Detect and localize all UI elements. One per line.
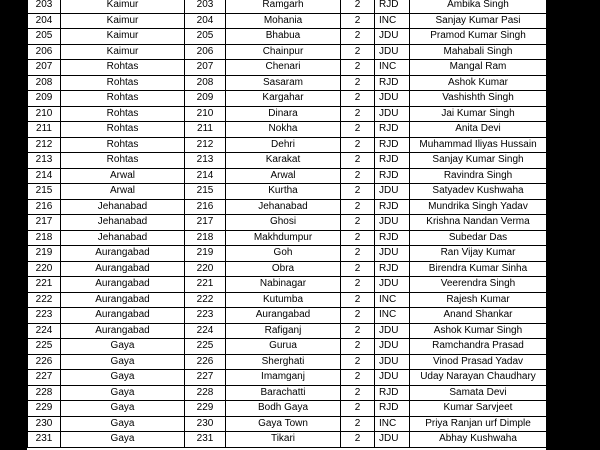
serial-number-cell: 203: [28, 0, 61, 13]
constituency-number-cell: 214: [185, 168, 226, 184]
table-row: [28, 277, 547, 293]
constituency-cell: Sasaram: [226, 75, 341, 91]
party-cell: JDU: [375, 354, 410, 370]
constituency-number-cell: 205: [185, 29, 226, 45]
phase-cell: 2: [341, 292, 375, 308]
candidate-cell: Rajesh Kumar: [410, 292, 547, 308]
constituency-cell: Gurua: [226, 339, 341, 355]
serial-number-cell: 225: [28, 339, 61, 355]
phase-cell: 2: [341, 168, 375, 184]
phase-cell: 2: [341, 401, 375, 417]
phase-cell: 2: [341, 308, 375, 324]
table-row: [28, 184, 547, 200]
party-cell: RJD: [375, 168, 410, 184]
candidate-cell: Anita Devi: [410, 122, 547, 138]
district-cell: Gaya: [61, 416, 185, 432]
phase-cell: 2: [341, 13, 375, 29]
serial-number-cell: 231: [28, 432, 61, 448]
party-cell: RJD: [375, 0, 410, 13]
party-cell: JDU: [375, 277, 410, 293]
constituency-number-cell: 223: [185, 308, 226, 324]
serial-number-cell: 210: [28, 106, 61, 122]
constituency-number-cell: 212: [185, 137, 226, 153]
table-row: [28, 261, 547, 277]
district-cell: Aurangabad: [61, 323, 185, 339]
constituency-number-cell: 218: [185, 230, 226, 246]
party-cell: JDU: [375, 432, 410, 448]
results-table-frame: [27, 0, 546, 450]
table-row: [28, 29, 547, 45]
party-cell: RJD: [375, 261, 410, 277]
phase-cell: 2: [341, 91, 375, 107]
constituency-cell: Bhabua: [226, 29, 341, 45]
phase-cell: 2: [341, 354, 375, 370]
party-cell: JDU: [375, 323, 410, 339]
constituency-cell: Gaya Town: [226, 416, 341, 432]
phase-cell: 2: [341, 153, 375, 169]
constituency-number-cell: 222: [185, 292, 226, 308]
table-row: [28, 246, 547, 262]
serial-number-cell: 222: [28, 292, 61, 308]
party-cell: RJD: [375, 122, 410, 138]
constituency-cell: Kutumba: [226, 292, 341, 308]
phase-cell: 2: [341, 277, 375, 293]
constituency-number-cell: 203: [185, 0, 226, 13]
serial-number-cell: 214: [28, 168, 61, 184]
serial-number-cell: 204: [28, 13, 61, 29]
constituency-cell: Chainpur: [226, 44, 341, 60]
table-row: [28, 370, 547, 386]
district-cell: Aurangabad: [61, 292, 185, 308]
serial-number-cell: 224: [28, 323, 61, 339]
candidate-cell: Ashok Kumar: [410, 75, 547, 91]
district-cell: Gaya: [61, 432, 185, 448]
constituency-cell: Dinara: [226, 106, 341, 122]
results-table: [27, 0, 546, 448]
table-row: [28, 230, 547, 246]
district-cell: Rohtas: [61, 153, 185, 169]
constituency-number-cell: 229: [185, 401, 226, 417]
party-cell: JDU: [375, 184, 410, 200]
constituency-cell: Tikari: [226, 432, 341, 448]
party-cell: RJD: [375, 137, 410, 153]
phase-cell: 2: [341, 44, 375, 60]
candidate-cell: Vinod Prasad Yadav: [410, 354, 547, 370]
constituency-cell: Karakat: [226, 153, 341, 169]
candidate-cell: Vashishth Singh: [410, 91, 547, 107]
district-cell: Kaimur: [61, 13, 185, 29]
phase-cell: 2: [341, 370, 375, 386]
phase-cell: 2: [341, 230, 375, 246]
serial-number-cell: 208: [28, 75, 61, 91]
constituency-number-cell: 225: [185, 339, 226, 355]
constituency-cell: Nabinagar: [226, 277, 341, 293]
phase-cell: 2: [341, 385, 375, 401]
party-cell: RJD: [375, 75, 410, 91]
constituency-number-cell: 206: [185, 44, 226, 60]
candidate-cell: Krishna Nandan Verma: [410, 215, 547, 231]
table-row: [28, 122, 547, 138]
district-cell: Aurangabad: [61, 246, 185, 262]
district-cell: Kaimur: [61, 44, 185, 60]
constituency-number-cell: 215: [185, 184, 226, 200]
serial-number-cell: 221: [28, 277, 61, 293]
district-cell: Gaya: [61, 354, 185, 370]
district-cell: Rohtas: [61, 75, 185, 91]
candidate-cell: Mangal Ram: [410, 60, 547, 76]
constituency-cell: Sherghati: [226, 354, 341, 370]
constituency-cell: Obra: [226, 261, 341, 277]
phase-cell: 2: [341, 106, 375, 122]
district-cell: Gaya: [61, 370, 185, 386]
table-row: [28, 60, 547, 76]
constituency-cell: Mohania: [226, 13, 341, 29]
candidate-cell: Jai Kumar Singh: [410, 106, 547, 122]
serial-number-cell: 207: [28, 60, 61, 76]
constituency-cell: Imamganj: [226, 370, 341, 386]
party-cell: INC: [375, 60, 410, 76]
serial-number-cell: 219: [28, 246, 61, 262]
district-cell: Jehanabad: [61, 199, 185, 215]
candidate-cell: Anand Shankar: [410, 308, 547, 324]
district-cell: Arwal: [61, 184, 185, 200]
results-table-body: [28, 0, 547, 447]
table-row: [28, 385, 547, 401]
district-cell: Kaimur: [61, 29, 185, 45]
table-row: [28, 199, 547, 215]
constituency-cell: Goh: [226, 246, 341, 262]
serial-number-cell: 228: [28, 385, 61, 401]
phase-cell: 2: [341, 137, 375, 153]
district-cell: Rohtas: [61, 106, 185, 122]
serial-number-cell: 216: [28, 199, 61, 215]
district-cell: Rohtas: [61, 91, 185, 107]
serial-number-cell: 206: [28, 44, 61, 60]
candidate-cell: Muhammad Iliyas Hussain: [410, 137, 547, 153]
district-cell: Jehanabad: [61, 230, 185, 246]
serial-number-cell: 220: [28, 261, 61, 277]
constituency-number-cell: 228: [185, 385, 226, 401]
party-cell: RJD: [375, 401, 410, 417]
constituency-number-cell: 208: [185, 75, 226, 91]
phase-cell: 2: [341, 246, 375, 262]
table-row: [28, 13, 547, 29]
party-cell: INC: [375, 13, 410, 29]
party-cell: RJD: [375, 153, 410, 169]
constituency-number-cell: 219: [185, 246, 226, 262]
constituency-cell: Kargahar: [226, 91, 341, 107]
district-cell: Gaya: [61, 339, 185, 355]
constituency-cell: Jehanabad: [226, 199, 341, 215]
party-cell: JDU: [375, 246, 410, 262]
constituency-number-cell: 221: [185, 277, 226, 293]
district-cell: Aurangabad: [61, 308, 185, 324]
constituency-number-cell: 217: [185, 215, 226, 231]
phase-cell: 2: [341, 0, 375, 13]
constituency-cell: Dehri: [226, 137, 341, 153]
constituency-number-cell: 210: [185, 106, 226, 122]
party-cell: JDU: [375, 215, 410, 231]
party-cell: JDU: [375, 44, 410, 60]
district-cell: Rohtas: [61, 60, 185, 76]
party-cell: JDU: [375, 91, 410, 107]
serial-number-cell: 223: [28, 308, 61, 324]
candidate-cell: Satyadev Kushwaha: [410, 184, 547, 200]
constituency-cell: Nokha: [226, 122, 341, 138]
district-cell: Aurangabad: [61, 261, 185, 277]
constituency-cell: Ghosi: [226, 215, 341, 231]
constituency-cell: Chenari: [226, 60, 341, 76]
constituency-cell: Arwal: [226, 168, 341, 184]
candidate-cell: Sanjay Kumar Pasi: [410, 13, 547, 29]
constituency-cell: Aurangabad: [226, 308, 341, 324]
table-row: [28, 308, 547, 324]
table-row: [28, 44, 547, 60]
constituency-number-cell: 216: [185, 199, 226, 215]
serial-number-cell: 230: [28, 416, 61, 432]
serial-number-cell: 227: [28, 370, 61, 386]
candidate-cell: Ashok Kumar Singh: [410, 323, 547, 339]
candidate-cell: Priya Ranjan urf Dimple: [410, 416, 547, 432]
serial-number-cell: 226: [28, 354, 61, 370]
phase-cell: 2: [341, 339, 375, 355]
serial-number-cell: 205: [28, 29, 61, 45]
candidate-cell: Ravindra Singh: [410, 168, 547, 184]
table-row: [28, 91, 547, 107]
table-row: [28, 153, 547, 169]
constituency-number-cell: 231: [185, 432, 226, 448]
table-row: [28, 75, 547, 91]
serial-number-cell: 209: [28, 91, 61, 107]
table-row: [28, 354, 547, 370]
constituency-number-cell: 213: [185, 153, 226, 169]
party-cell: INC: [375, 292, 410, 308]
party-cell: JDU: [375, 106, 410, 122]
district-cell: Rohtas: [61, 122, 185, 138]
table-row: [28, 416, 547, 432]
constituency-number-cell: 230: [185, 416, 226, 432]
candidate-cell: Ran Vijay Kumar: [410, 246, 547, 262]
candidate-cell: Subedar Das: [410, 230, 547, 246]
table-row: [28, 292, 547, 308]
phase-cell: 2: [341, 184, 375, 200]
constituency-number-cell: 224: [185, 323, 226, 339]
phase-cell: 2: [341, 29, 375, 45]
table-row: [28, 401, 547, 417]
phase-cell: 2: [341, 75, 375, 91]
district-cell: Aurangabad: [61, 277, 185, 293]
candidate-cell: Ambika Singh: [410, 0, 547, 13]
district-cell: Gaya: [61, 385, 185, 401]
phase-cell: 2: [341, 323, 375, 339]
table-row: [28, 432, 547, 448]
table-row: [28, 0, 547, 13]
party-cell: RJD: [375, 199, 410, 215]
phase-cell: 2: [341, 215, 375, 231]
table-row: [28, 168, 547, 184]
serial-number-cell: 212: [28, 137, 61, 153]
constituency-cell: Rafiganj: [226, 323, 341, 339]
district-cell: Rohtas: [61, 137, 185, 153]
table-row: [28, 137, 547, 153]
serial-number-cell: 215: [28, 184, 61, 200]
candidate-cell: Pramod Kumar Singh: [410, 29, 547, 45]
constituency-number-cell: 226: [185, 354, 226, 370]
phase-cell: 2: [341, 261, 375, 277]
party-cell: INC: [375, 308, 410, 324]
party-cell: JDU: [375, 370, 410, 386]
constituency-cell: Barachatti: [226, 385, 341, 401]
district-cell: Kaimur: [61, 0, 185, 13]
candidate-cell: Veerendra Singh: [410, 277, 547, 293]
candidate-cell: Samata Devi: [410, 385, 547, 401]
serial-number-cell: 213: [28, 153, 61, 169]
candidate-cell: Sanjay Kumar Singh: [410, 153, 547, 169]
party-cell: INC: [375, 416, 410, 432]
serial-number-cell: 217: [28, 215, 61, 231]
constituency-cell: Makhdumpur: [226, 230, 341, 246]
party-cell: JDU: [375, 339, 410, 355]
table-row: [28, 323, 547, 339]
party-cell: RJD: [375, 385, 410, 401]
constituency-number-cell: 211: [185, 122, 226, 138]
constituency-number-cell: 227: [185, 370, 226, 386]
constituency-number-cell: 220: [185, 261, 226, 277]
table-row: [28, 106, 547, 122]
phase-cell: 2: [341, 122, 375, 138]
candidate-cell: Birendra Kumar Sinha: [410, 261, 547, 277]
party-cell: RJD: [375, 230, 410, 246]
constituency-number-cell: 209: [185, 91, 226, 107]
phase-cell: 2: [341, 60, 375, 76]
table-row: [28, 215, 547, 231]
candidate-cell: Abhay Kushwaha: [410, 432, 547, 448]
constituency-cell: Bodh Gaya: [226, 401, 341, 417]
constituency-number-cell: 204: [185, 13, 226, 29]
candidate-cell: Mahabali Singh: [410, 44, 547, 60]
district-cell: Gaya: [61, 401, 185, 417]
table-row: [28, 339, 547, 355]
constituency-cell: Kurtha: [226, 184, 341, 200]
phase-cell: 2: [341, 416, 375, 432]
party-cell: JDU: [375, 29, 410, 45]
constituency-number-cell: 207: [185, 60, 226, 76]
candidate-cell: Mundrika Singh Yadav: [410, 199, 547, 215]
phase-cell: 2: [341, 432, 375, 448]
candidate-cell: Uday Narayan Chaudhary: [410, 370, 547, 386]
serial-number-cell: 218: [28, 230, 61, 246]
candidate-cell: Kumar Sarvjeet: [410, 401, 547, 417]
district-cell: Arwal: [61, 168, 185, 184]
district-cell: Jehanabad: [61, 215, 185, 231]
serial-number-cell: 229: [28, 401, 61, 417]
serial-number-cell: 211: [28, 122, 61, 138]
constituency-cell: Ramgarh: [226, 0, 341, 13]
phase-cell: 2: [341, 199, 375, 215]
candidate-cell: Ramchandra Prasad: [410, 339, 547, 355]
